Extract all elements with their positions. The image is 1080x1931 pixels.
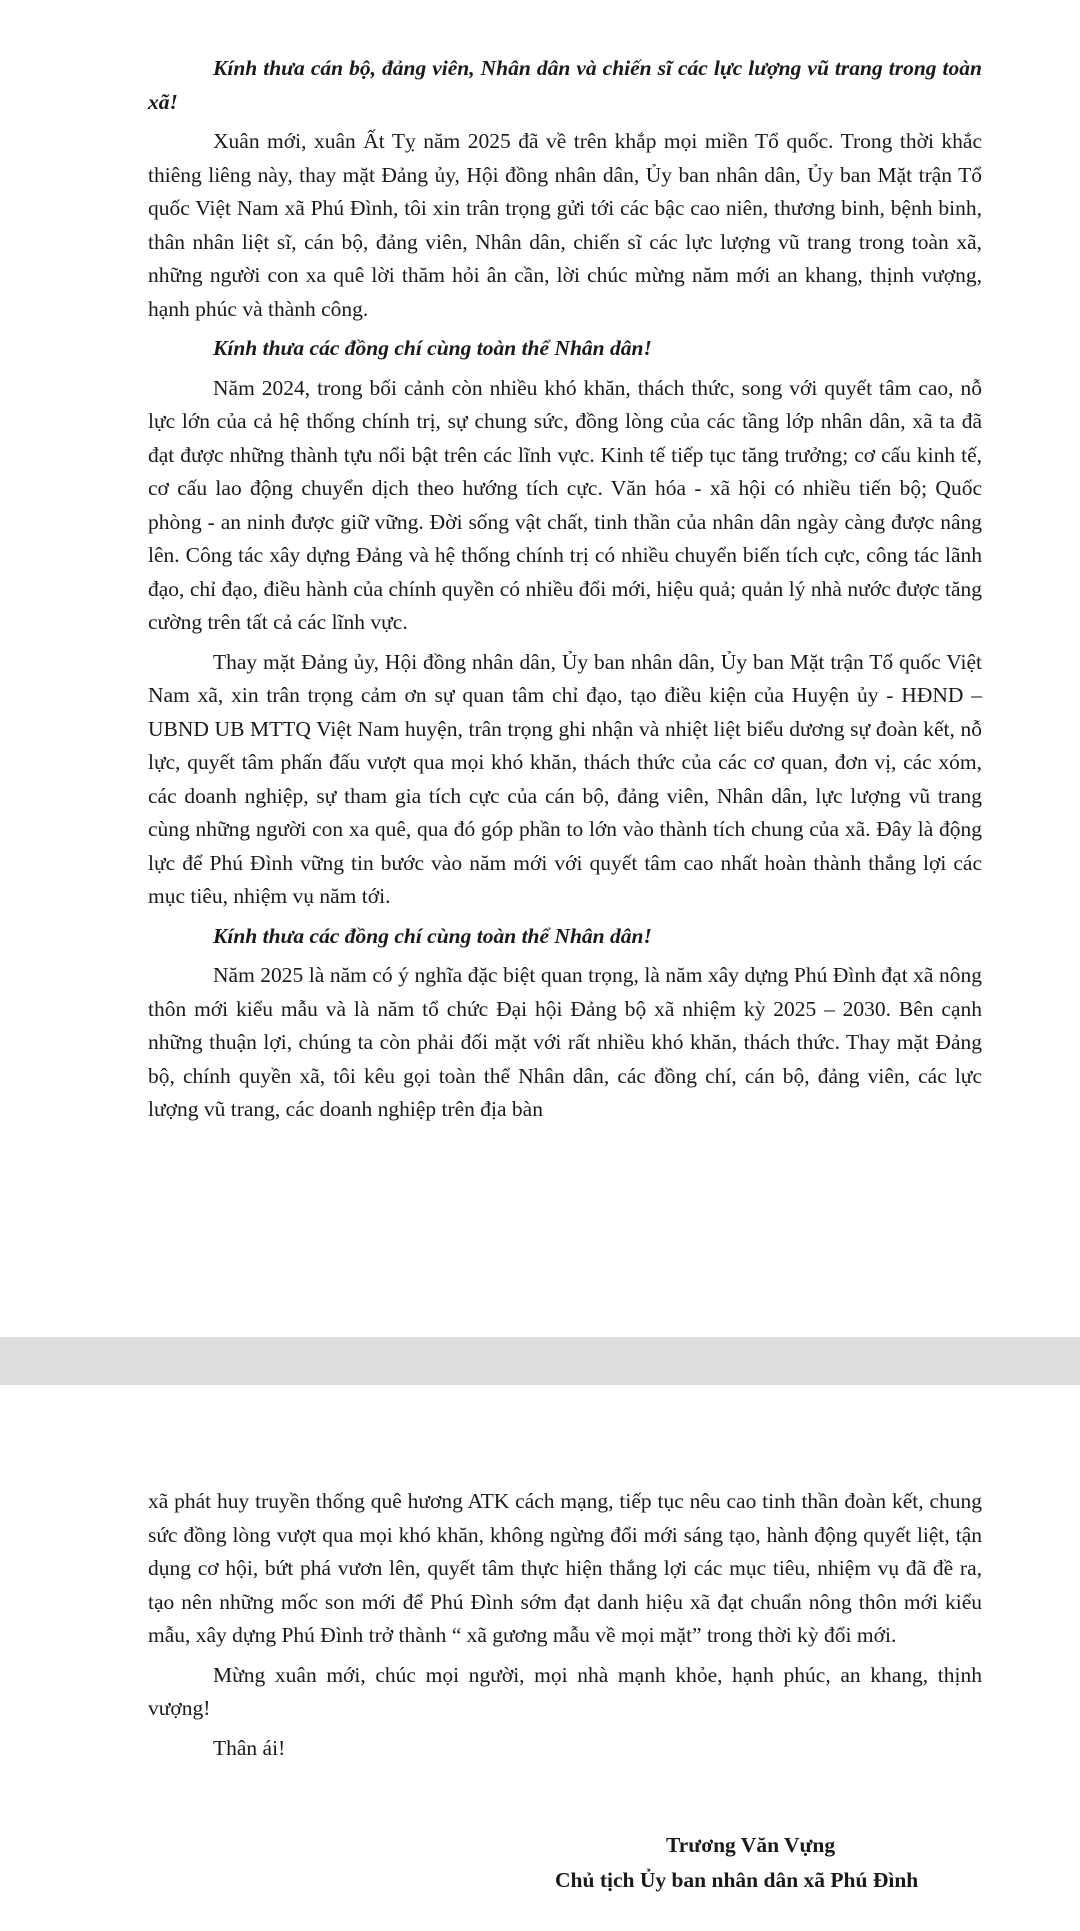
paragraph: Mừng xuân mới, chúc mọi người, mọi nhà mạnh khỏe, hạnh phúc, an khang, thịnh vượng! bbox=[148, 1662, 982, 1720]
page-2-body bbox=[148, 1485, 982, 1771]
greeting-heading: Kính thưa cán bộ, đảng viên, Nhân dân và chiến sĩ các lực lượng vũ trang trong toàn xã! bbox=[148, 56, 982, 114]
document-page-2 bbox=[0, 1385, 1080, 1931]
signer-name: Trương Văn Vựng bbox=[666, 1833, 836, 1857]
paragraph: Thay mặt Đảng ủy, Hội đồng nhân dân, Ủy ban nhân dân, Ủy ban Mặt trận Tổ quốc Việt Nam xã, xin trân trọng cảm ơn sự quan tâm chỉ đạo, tạo điều kiện của Huyện ủy - HĐND – UBND UB MTTQ Việt Nam huyện, trân trọng ghi nhận và nhiệt liệt biểu dương sự đoàn kết, nỗ lực, quyết tâm phấn đấu vượt qua mọi khó khăn, thách thức của các cơ quan, đơn vị, các xóm, các doanh nghiệp, sự tham gia tích cực của cán bộ, đảng viên, Nhân dân, lực lượng vũ trang cùng những người con xa quê, qua đó góp phần to lớn vào thành tích chung của xã. Đây là động lực để Phú Đình vững tin bước vào năm mới với quyết tâm cao nhất hoàn thành thắng lợi các mục tiêu, nhiệm vụ năm tới. bbox=[148, 649, 982, 908]
closing-line: Thân ái! bbox=[213, 1735, 286, 1760]
page-separator bbox=[0, 1337, 1080, 1385]
greeting-heading: Kính thưa các đồng chí cùng toàn thể Nhân dân! bbox=[213, 336, 652, 360]
greeting-heading: Kính thưa các đồng chí cùng toàn thể Nhân dân! bbox=[213, 923, 652, 948]
paragraph: Xuân mới, xuân Ất Tỵ năm 2025 đã về trên khắp mọi miền Tổ quốc. Trong thời khắc thiêng liêng này, thay mặt Đảng ủy, Hội đồng nhân dân, Ủy ban nhân dân, Ủy ban Mặt trận Tổ quốc Việt Nam xã Phú Đình, tôi xin trân trọng gửi tới các bậc cao niên, thương binh, bệnh binh, thân nhân liệt sĩ, cán bộ, đảng viên, Nhân dân, chiến sĩ các lực lượng vũ trang trong toàn xã, những người con xa quê lời thăm hỏi ân cần, lời chúc mừng năm mới an khang, thịnh vượng, hạnh phúc và thành công. bbox=[148, 129, 982, 321]
page-1-body bbox=[148, 52, 982, 1133]
paragraph: Năm 2024, trong bối cảnh còn nhiều khó khăn, thách thức, song với quyết tâm cao, nỗ lực lớn của cả hệ thống chính trị, sự chung sức, đồng lòng của các tầng lớp nhân dân, xã ta đã đạt được những thành tựu nổi bật trên các lĩnh vực. Kinh tế tiếp tục tăng trưởng; cơ cấu kinh tế, cơ cấu lao động chuyển dịch theo hướng tích cực. Văn hóa - xã hội có nhiều tiến bộ; Quốc phòng - an ninh được giữ vững. Đời sống vật chất, tinh thần của nhân dân ngày càng được nâng lên. Công tác xây dựng Đảng và hệ thống chính trị có nhiều chuyển biến tích cực, công tác lãnh đạo, chỉ đạo, điều hành của chính quyền có nhiều đổi mới, hiệu quả; quản lý nhà nước được tăng cường trên tất cả các lĩnh vực. bbox=[148, 375, 982, 634]
paragraph: Năm 2025 là năm có ý nghĩa đặc biệt quan trọng, là năm xây dựng Phú Đình đạt xã nông thôn mới kiểu mẫu và là năm tổ chức Đại hội Đảng bộ xã nhiệm kỳ 2025 – 2030. Bên cạnh những thuận lợi, chúng ta còn phải đối mặt với rất nhiều khó khăn, thách thức. Thay mặt Đảng bộ, chính quyền xã, tôi kêu gọi toàn thể Nhân dân, các đồng chí, cán bộ, đảng viên, các lực lượng vũ trang, các doanh nghiệp trên địa bàn bbox=[148, 963, 982, 1121]
paragraph-continuation: xã phát huy truyền thống quê hương ATK cách mạng, tiếp tục nêu cao tinh thần đoàn kết, chung sức đồng lòng vượt qua mọi khó khăn, không ngừng đổi mới sáng tạo, hành động quyết liệt, tận dụng cơ hội, bứt phá vươn lên, quyết tâm thực hiện thắng lợi các mục tiêu, nhiệm vụ đã đề ra, tạo nên những mốc son mới để Phú Đình sớm đạt danh hiệu xã đạt chuẩn nông thôn mới kiểu mẫu, xây dựng Phú Đình trở thành “ xã gương mẫu về mọi mặt” trong thời kỳ đổi mới. bbox=[148, 1489, 982, 1647]
signer-title: Chủ tịch Ủy ban nhân dân xã Phú Đình bbox=[555, 1868, 919, 1892]
